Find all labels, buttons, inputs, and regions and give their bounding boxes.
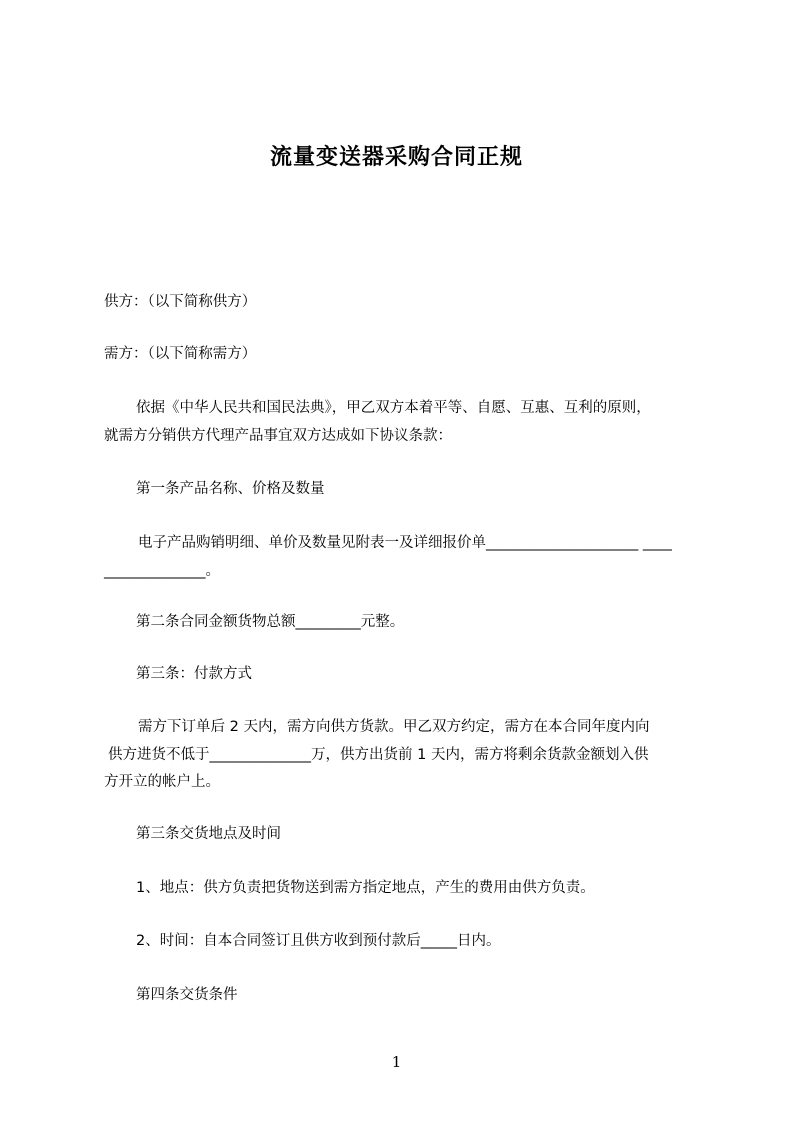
article-1-line-1: 电子产品购销明细、单价及数量见附表一及详细报价单_____________________ ____ [138,535,672,551]
article-3-heading: 第三条：付款方式 [136,666,252,682]
article-3b-heading: 第三条交货地点及时间 [136,826,281,842]
article-4-heading: 第四条交货条件 [136,987,238,1003]
payment-line-1: 需方下订单后 2 天内，需方向供方货款。甲乙双方约定，需方在本合同年度内向 [138,719,650,735]
payment-line-2: 供方进货不低于______________万，供方出货前 1 天内，需方将剩余货款金额划入供 [108,747,649,763]
intro-line-2: 就需方分销供方代理产品事宜双方达成如下协议条款： [104,428,452,444]
delivery-time: 2、时间：自本合同签订且供方收到预付款后_____日内。 [136,933,501,949]
article-1-heading: 第一条产品名称、价格及数量 [136,481,325,497]
buyer-line: 需方：（以下简称需方） [104,346,257,362]
document-title: 流量变送器采购合同正规 [269,145,523,170]
page-number: 1 [391,1053,402,1071]
payment-line-3: 方开立的帐户上。 [104,774,220,790]
article-2: 第二条合同金额货物总额_________元整。 [136,614,405,630]
supplier-line: 供方：（以下简称供方） [104,294,257,310]
article-1-line-2: ______________。 [104,563,220,579]
delivery-place: 1、地点：供方负责把货物送到需方指定地点，产生的费用由供方负责。 [136,880,595,896]
intro-line-1: 依据《中华人民共和国民法典》，甲乙双方本着平等、自愿、互惠、互利的原则， [136,400,651,416]
